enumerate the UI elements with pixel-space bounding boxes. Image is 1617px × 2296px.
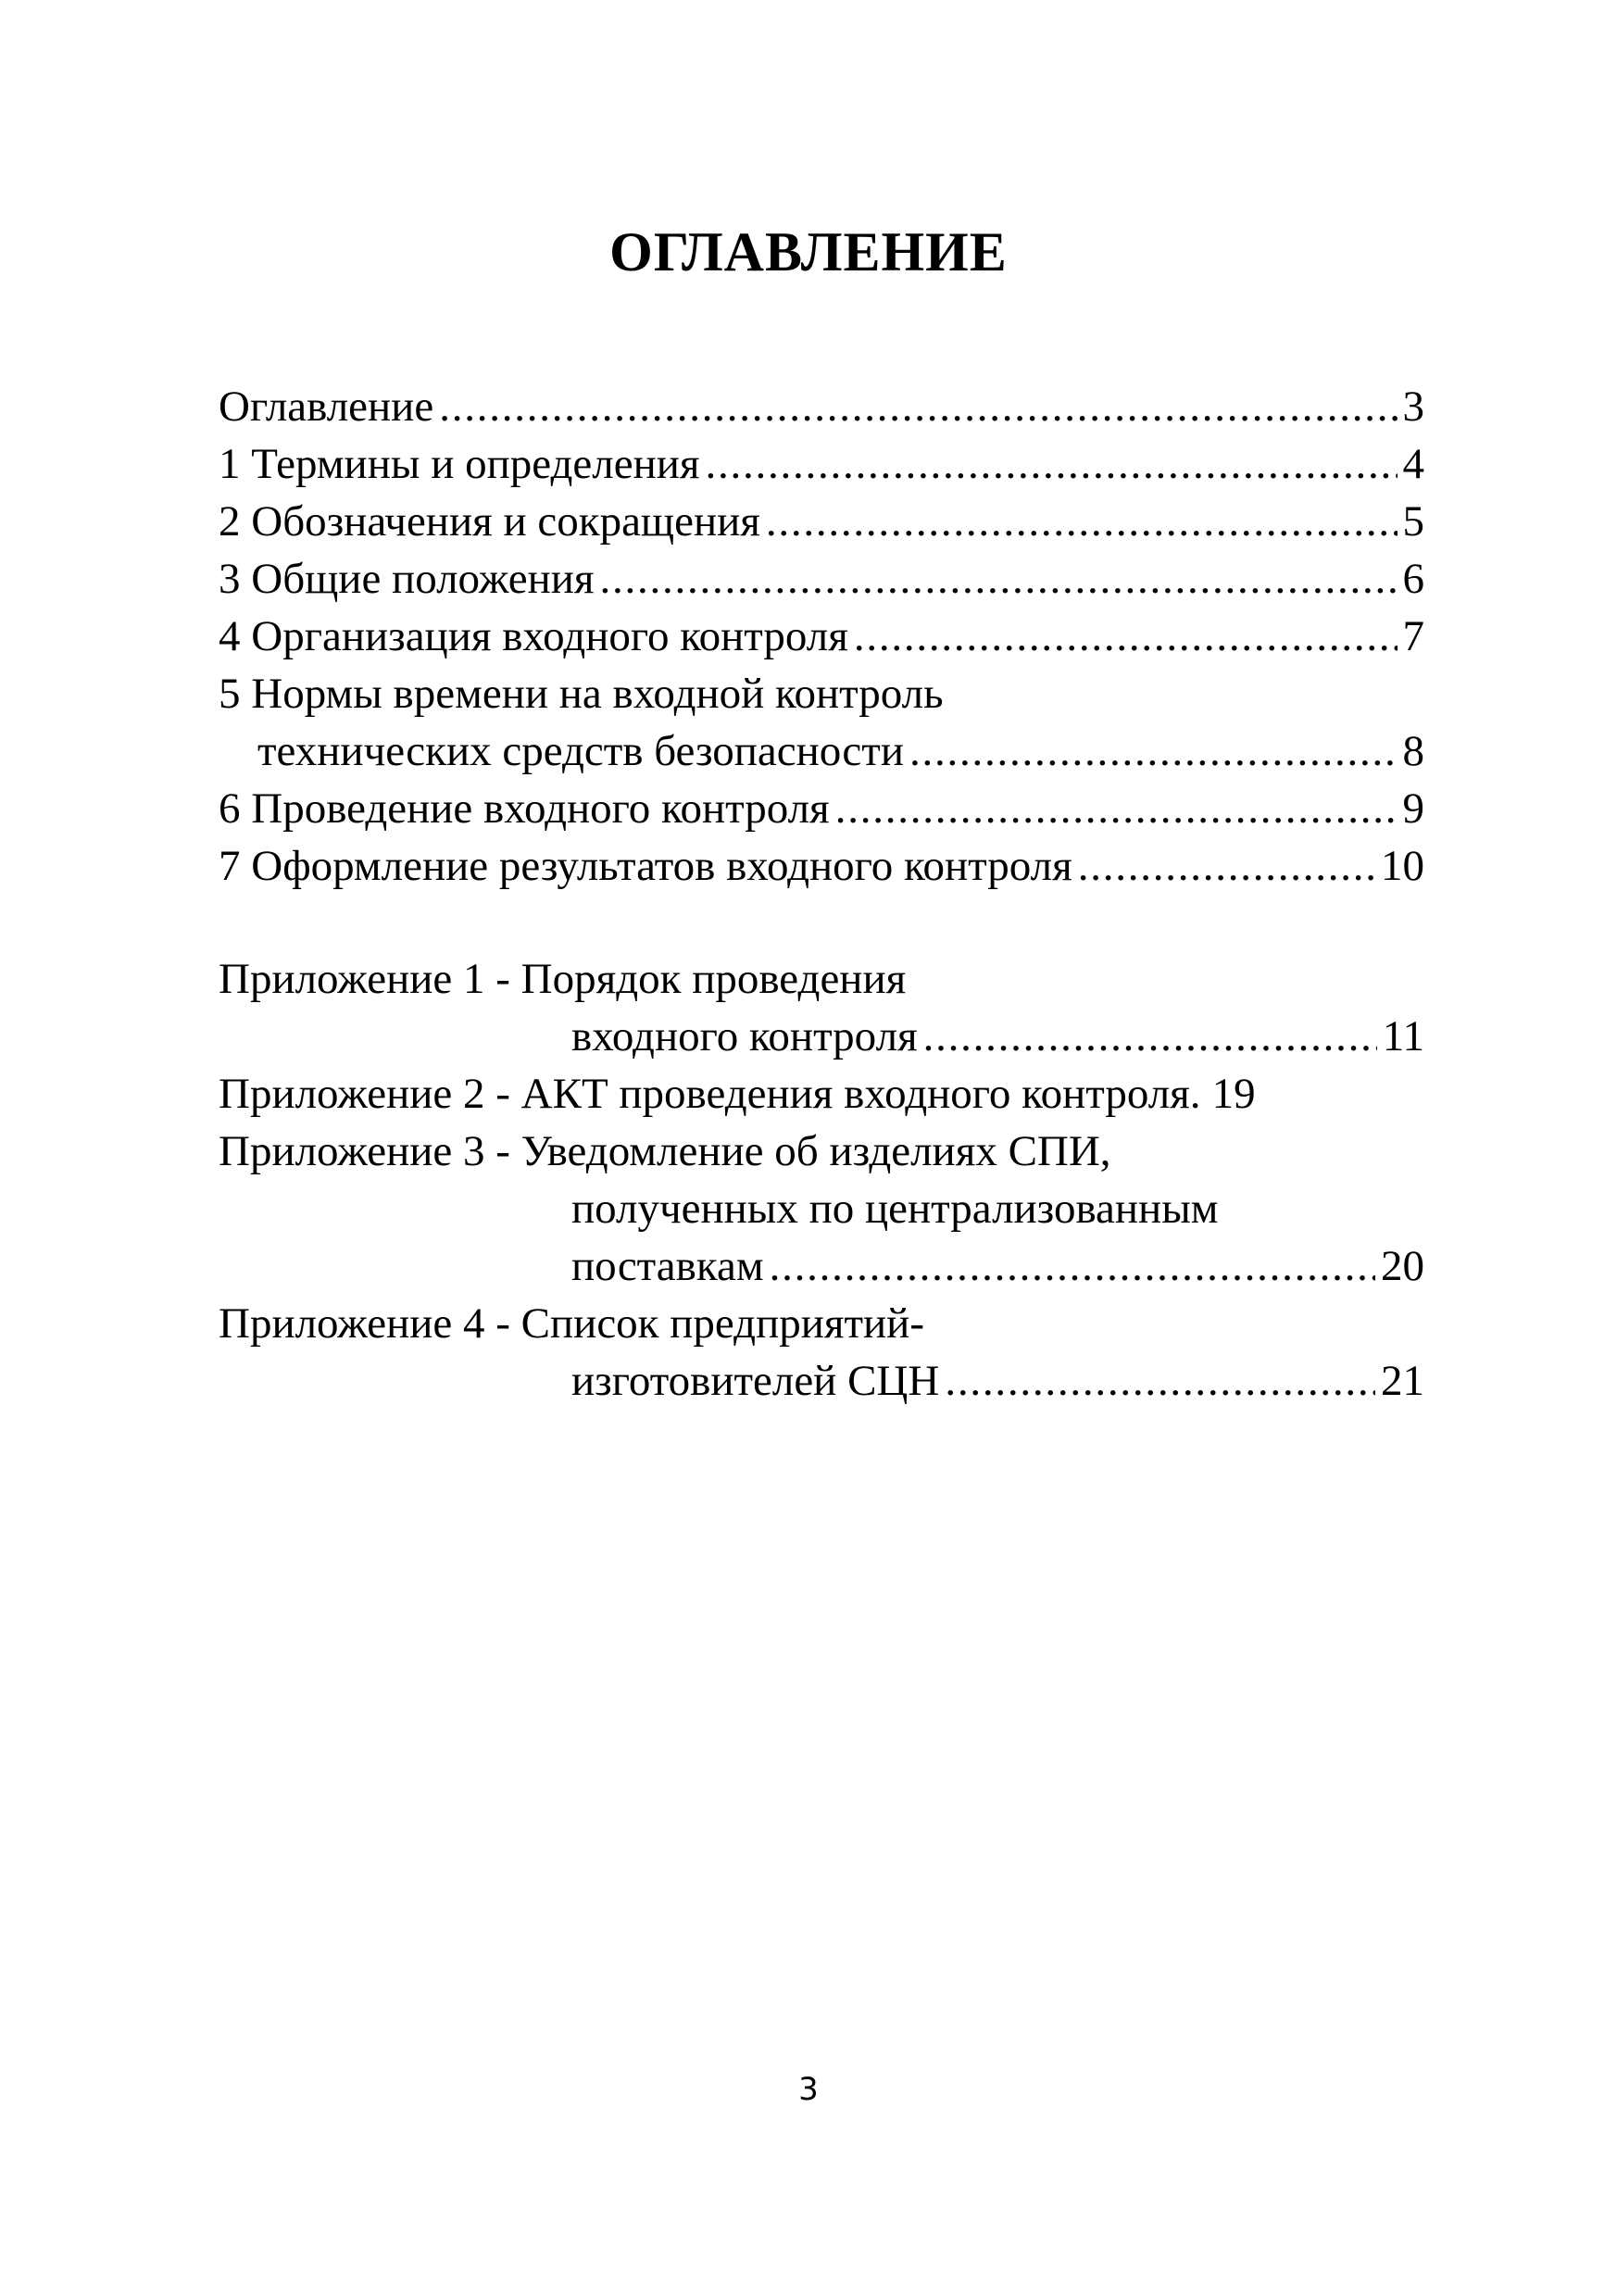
toc-entry-label: 2 Обозначения и сокращения <box>219 497 760 546</box>
toc-entry-label-line1: 5 Нормы времени на входной контроль <box>219 670 944 718</box>
toc-entry-label: 4 Организация входного контроля <box>219 612 848 660</box>
appendix-label-line3: поставкам <box>571 1242 764 1290</box>
appendix-page: 19 <box>1211 1070 1256 1118</box>
toc-entry-label: 1 Термины и определения <box>219 440 700 488</box>
appendix-3-cont[interactable] <box>219 1180 1424 1237</box>
dot-leader <box>766 493 1398 550</box>
toc-entry-contents[interactable] <box>219 378 1424 435</box>
toc-entry-page: 7 <box>1402 612 1424 660</box>
toc-entry-abbreviations[interactable] <box>219 493 1424 550</box>
toc-entry-page: 3 <box>1402 383 1424 431</box>
appendix-label-line2: полученных по централизованным <box>571 1185 1219 1233</box>
dot-leader <box>1078 837 1375 895</box>
toc-entry-terms[interactable] <box>219 435 1424 493</box>
toc-entry-page: 4 <box>1402 440 1424 488</box>
appendix-2[interactable] <box>219 1065 1424 1123</box>
dot-leader <box>600 550 1398 608</box>
toc-entry-results[interactable] <box>219 837 1424 895</box>
toc-entry-label: 6 Проведение входного контроля <box>219 784 830 833</box>
toc-entry-time-norms[interactable] <box>219 665 1424 722</box>
toc-entry-page: 8 <box>1402 727 1424 775</box>
appendix-label-line2: входного контроля <box>571 1012 918 1060</box>
toc-entry-page: 9 <box>1402 784 1424 833</box>
appendix-1[interactable] <box>219 950 1424 1008</box>
dot-leader <box>706 435 1398 493</box>
toc-entry-page: 6 <box>1402 555 1424 603</box>
toc-entry-label: 7 Оформление результатов входного контроля <box>219 842 1072 890</box>
dot-leader <box>923 1008 1377 1065</box>
appendix-4-cont[interactable] <box>219 1352 1424 1410</box>
appendix-4[interactable] <box>219 1295 1424 1352</box>
toc-entry-general[interactable] <box>219 550 1424 608</box>
appendix-3[interactable] <box>219 1123 1424 1180</box>
toc-entry-label: Оглавление <box>219 383 434 431</box>
appendix-label-line2: изготовителей СЦН <box>571 1357 940 1405</box>
appendix-page: 11 <box>1382 1012 1424 1060</box>
appendix-label-line1: Приложение 4 - Список предприятий- <box>219 1299 924 1348</box>
toc-entry-page: 5 <box>1402 497 1424 546</box>
toc-entry-label: 3 Общие положения <box>219 555 595 603</box>
toc-entry-conducting[interactable] <box>219 780 1424 837</box>
table-of-contents <box>219 378 1424 895</box>
appendix-3-cont2[interactable] <box>219 1237 1424 1295</box>
appendix-page: 21 <box>1381 1357 1424 1405</box>
toc-entry-time-norms-cont[interactable] <box>219 722 1424 780</box>
dot-leader <box>770 1237 1375 1295</box>
appendix-label-line1: Приложение 1 - Порядок проведения <box>219 955 907 1003</box>
toc-entry-organization[interactable] <box>219 608 1424 665</box>
appendix-page: 20 <box>1381 1242 1424 1290</box>
appendix-label-line1: Приложение 2 - АКТ проведения входного контроля. <box>219 1070 1201 1118</box>
toc-entry-label-line2: технических средств безопасности <box>257 727 904 775</box>
dot-leader <box>854 608 1398 665</box>
dot-leader <box>945 1352 1375 1410</box>
page-number: 3 <box>798 2071 819 2108</box>
appendix-list <box>219 950 1424 1410</box>
dot-leader <box>835 780 1398 837</box>
toc-entry-page: 10 <box>1381 842 1424 890</box>
dot-leader <box>439 378 1397 435</box>
appendix-1-cont[interactable] <box>219 1008 1424 1065</box>
appendix-label-line1: Приложение 3 - Уведомление об изделиях СПИ, <box>219 1127 1111 1175</box>
page-title: ОГЛАВЛЕНИЕ <box>609 221 1008 282</box>
dot-leader <box>909 722 1398 780</box>
